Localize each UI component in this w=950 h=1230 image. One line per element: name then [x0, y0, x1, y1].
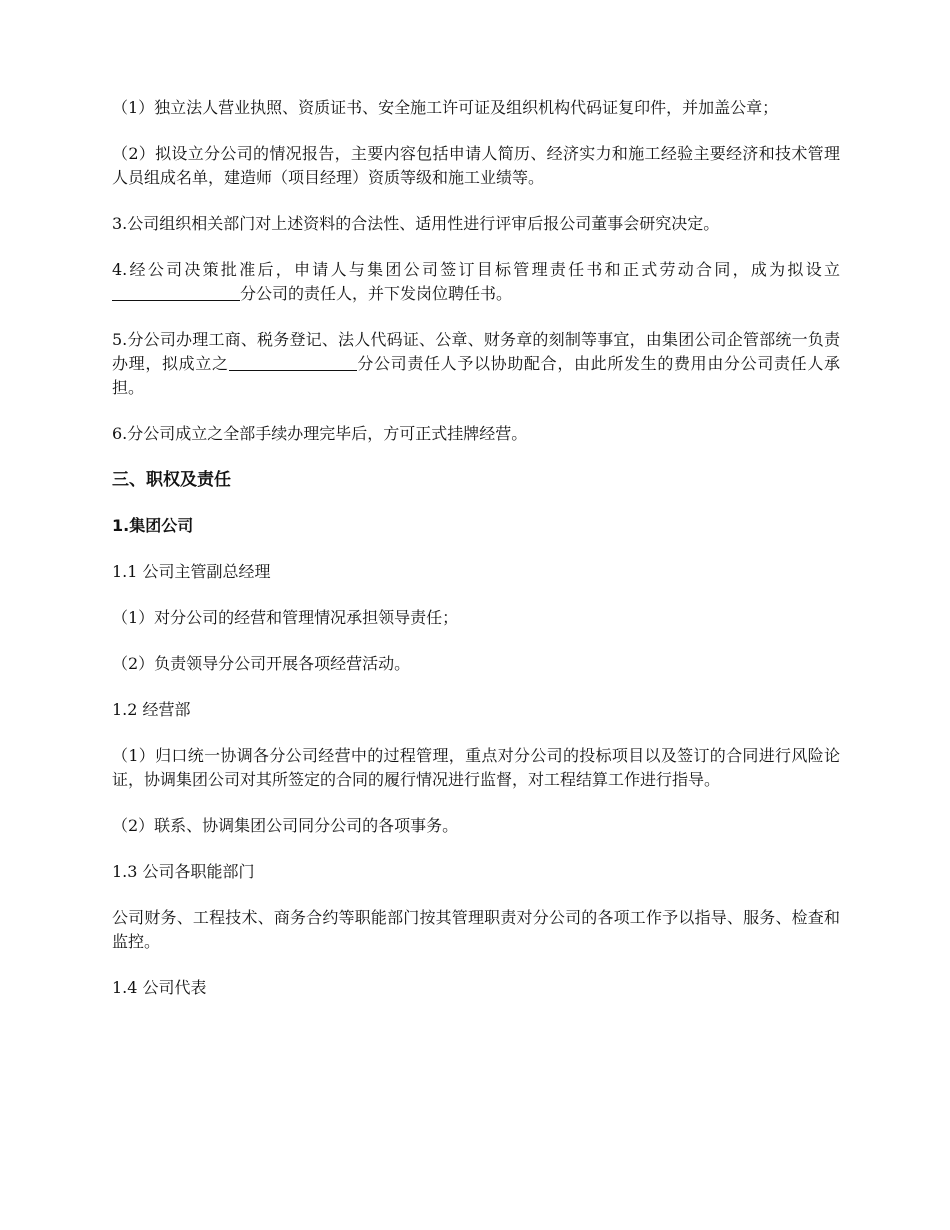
clause-1-1-item-2: （2）负责领导分公司开展各项经营活动。 — [112, 654, 411, 673]
clause-1-3-text: 公司财务、工程技术、商务合约等职能部门按其管理职责对分公司的各项工作予以指导、服务、检查和监控。 — [112, 908, 840, 951]
section-heading: 三、职权及责任 — [112, 470, 231, 490]
paragraph-step-4-text-after: 分公司的责任人，并下发岗位聘任书。 — [240, 284, 513, 303]
clause-1-3-title: 1.3 公司各职能部门 — [112, 862, 255, 881]
clause-1-2-title: 1.2 经营部 — [112, 700, 191, 719]
paragraph-item-2: （2）拟设立分公司的情况报告，主要内容包括申请人简历、经济实力和施工经验主要经济和技术管理人员组成名单，建造师（项目经理）资质等级和施工业绩等。 — [112, 144, 840, 187]
fill-in-blank-line — [112, 282, 240, 301]
paragraph-step-3: 3.公司组织相关部门对上述资料的合法性、适用性进行评审后报公司董事会研究决定。 — [112, 214, 720, 233]
paragraph-step-5 — [112, 328, 840, 400]
clause-1-2-item-1: （1）归口统一协调各分公司经营中的过程管理，重点对分公司的投标项目以及签订的合同进行风险论证，协调集团公司对其所签定的合同的履行情况进行监督，对工程结算工作进行指导。 — [112, 746, 840, 789]
paragraph-step-6: 6.分公司成立之全部手续办理完毕后，方可正式挂牌经营。 — [112, 424, 528, 443]
clause-1-1-item-1: （1）对分公司的经营和管理情况承担领导责任； — [112, 608, 459, 627]
clause-1-1-title: 1.1 公司主管副总经理 — [112, 562, 271, 581]
paragraph-step-5-text-before: 5.分公司办理工商、税务登记、法人代码证、公章、财务章的刻制等事宜，由集团公司企管部统一负责办理，拟成立之 — [112, 330, 840, 373]
paragraph-item-1: （1）独立法人营业执照、资质证书、安全施工许可证及组织机构代码证复印件，并加盖公章； — [112, 98, 779, 117]
paragraph-step-4 — [112, 258, 840, 306]
paragraph-step-4-text-before: 4.经公司决策批准后，申请人与集团公司签订目标管理责任书和正式劳动合同，成为拟设立 — [112, 260, 840, 279]
subsection-heading: 1.集团公司 — [112, 516, 194, 535]
clause-1-4-title: 1.4 公司代表 — [112, 978, 207, 997]
fill-in-blank-line — [229, 352, 357, 371]
paragraph-step-5-text-after: 分公司责任人予以协助配合，由此所发生的费用由分公司责任人承担。 — [112, 354, 840, 397]
clause-1-2-item-2: （2）联系、协调集团公司同分公司的各项事务。 — [112, 816, 459, 835]
document-page — [112, 96, 840, 1000]
